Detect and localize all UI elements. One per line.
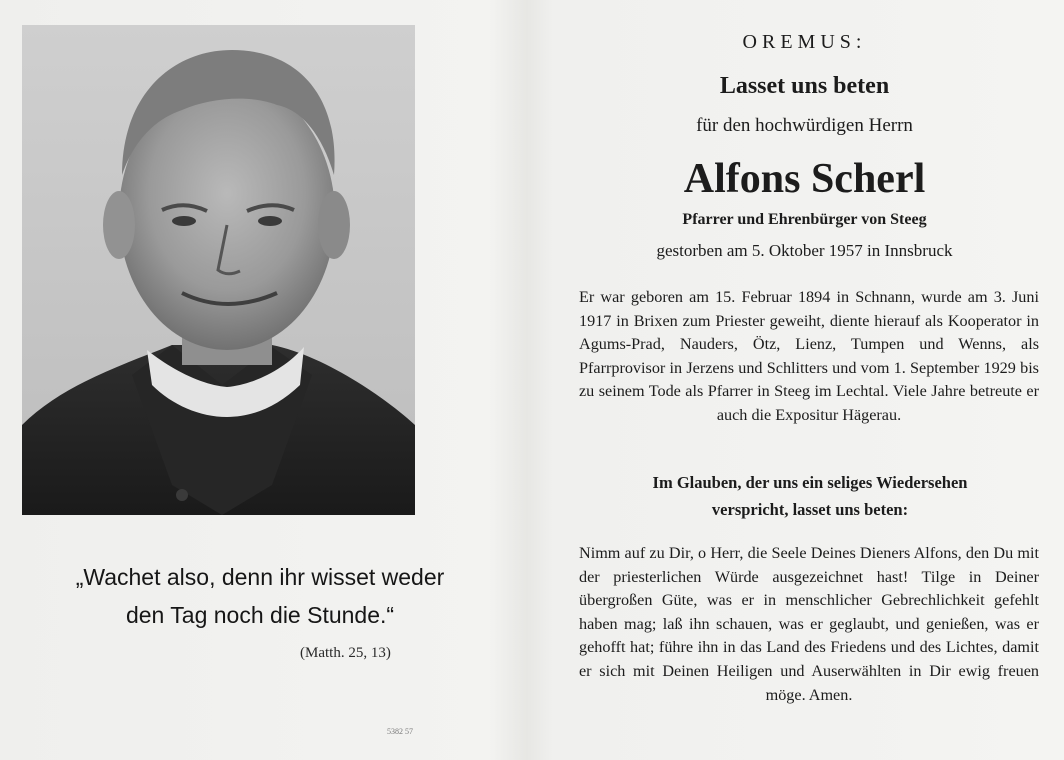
prayer-invitation bbox=[585, 469, 1035, 523]
left-panel bbox=[0, 0, 520, 760]
portrait-photo bbox=[22, 25, 415, 515]
dedication-line: für den hochwürdigen Herrn bbox=[696, 115, 913, 136]
intro-heading: Lasset uns beten bbox=[719, 73, 890, 99]
bible-citation: (Matth. 25, 13) bbox=[300, 645, 391, 661]
deceased-name: Alfons Scherl bbox=[683, 156, 926, 202]
death-date-line: gestorben am 5. Oktober 1957 in Innsbruck bbox=[656, 241, 953, 260]
prayer-paragraph: Nimm auf zu Dir, o Herr, die Seele Deines Dieners Alfons, den Du mit der priesterlichen Würde ausgezeichnet hast! Tilge in Deiner übergroßen Güte, was er in menschlicher Gebrechlichkeit gefehlt haben mag; laß ihn schauen, was er geglaubt, und genießen, was er gehofft hat; führe ihn in das Land des Friedens und des Lichtes, damit er sich mit Deinen Heiligen und Auserwählten in Dir ewig freuen möge. Amen. bbox=[579, 544, 1039, 704]
bible-quote bbox=[0, 558, 520, 634]
biography-paragraph: Er war geboren am 15. Februar 1894 in Schnann, wurde am 3. Juni 1917 in Brixen zum Priester geweiht, diente hierauf als Kooperator in Agums-Prad, Nauders, Ötz, Lienz, Tumpen und Wenns, als Pfarrprovisor in Jerzens und Schlitters und vom 1. September 1929 bis zu seinem Tode als Pfarrer in Steeg im Lechtal. Viele Jahre betreute er auch die Expositur Hägerau. bbox=[579, 288, 1039, 424]
right-panel bbox=[545, 0, 1064, 760]
print-code: 5382 57 bbox=[387, 727, 413, 736]
portrait-illustration bbox=[22, 25, 415, 515]
quote-line-1: „Wachet also, denn ihr wisset weder bbox=[75, 564, 445, 590]
invitation-line-1: Im Glauben, der uns ein seliges Wiedersehen bbox=[652, 473, 968, 492]
oremus-heading: OREMUS: bbox=[742, 31, 867, 53]
quote-line-2: den Tag noch die Stunde.“ bbox=[125, 602, 395, 628]
deceased-role: Pfarrer und Ehrenbürger von Steeg bbox=[682, 211, 927, 228]
invitation-line-2: verspricht, lasset uns beten: bbox=[711, 500, 909, 519]
